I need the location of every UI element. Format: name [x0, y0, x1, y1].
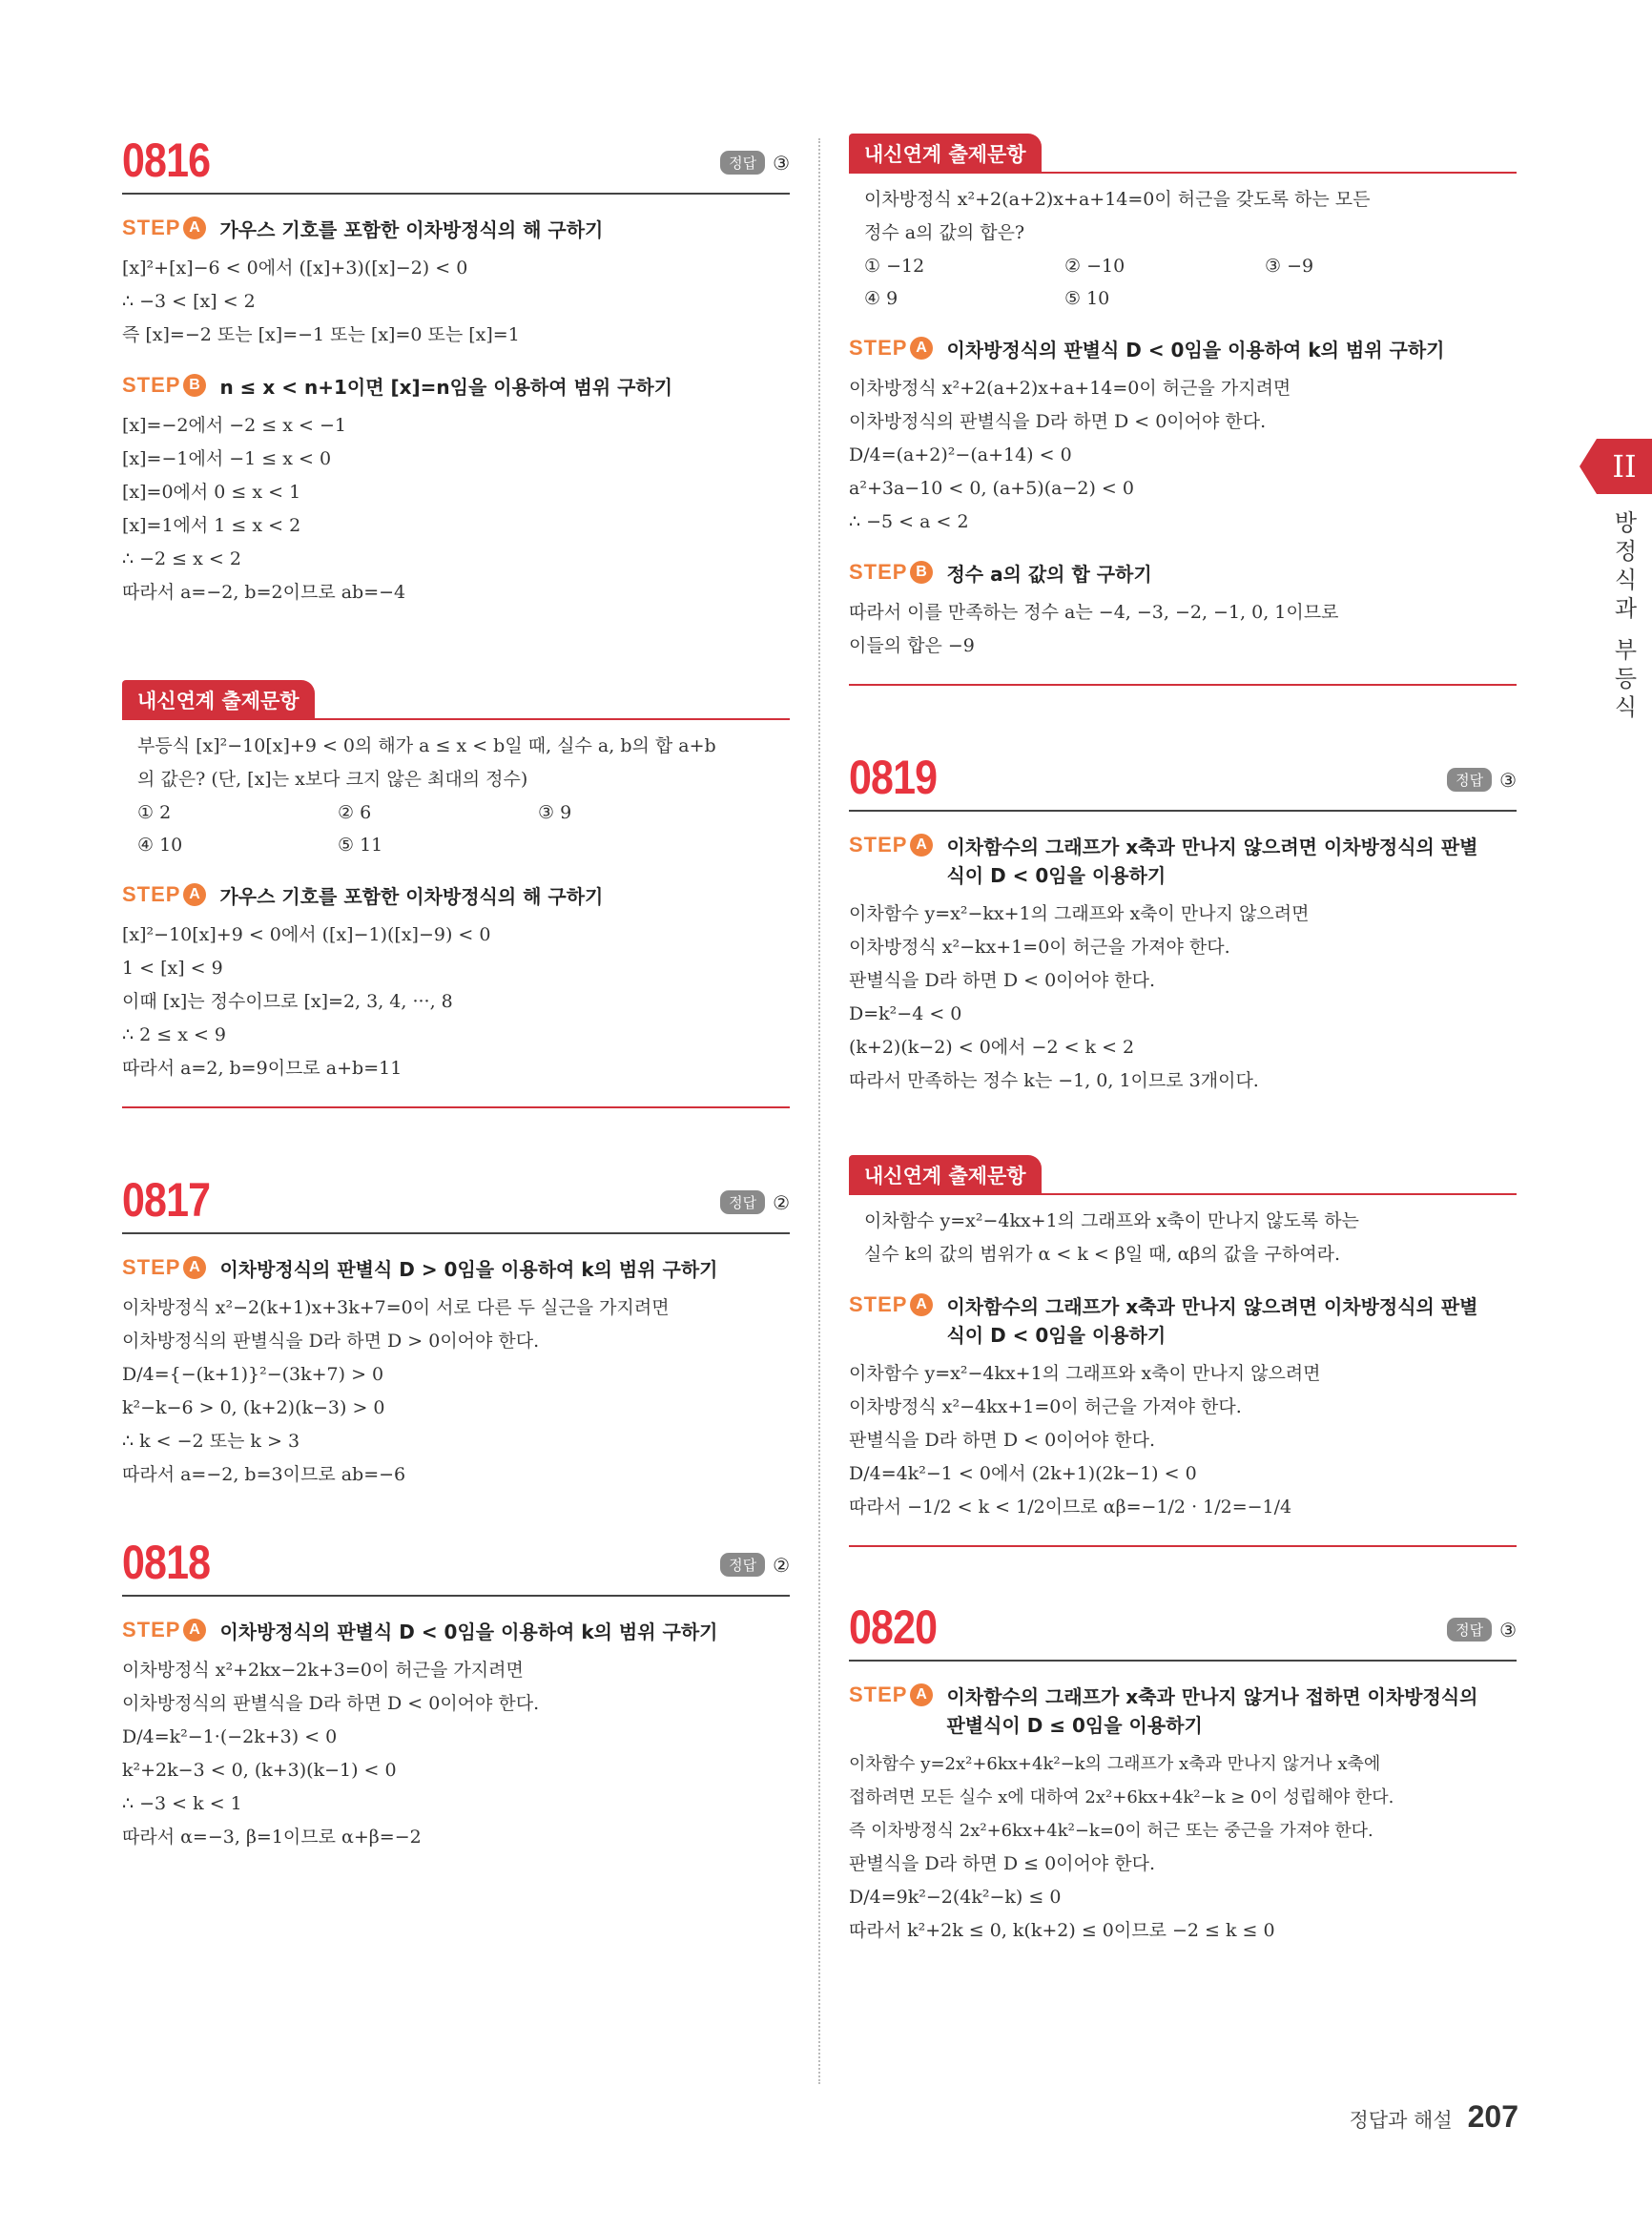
step-a: [849, 1292, 1517, 1350]
solution-line: 이차함수 y=x²−kx+1의 그래프와 x축이 만나지 않으려면: [849, 903, 1310, 924]
solution-line: ∴ −5 < a < 2: [849, 511, 969, 532]
answer-badge: 정답: [720, 151, 765, 175]
chapter-tab-notch: [1580, 439, 1597, 494]
naesin-badge: 내신연계 출제문항: [849, 134, 1042, 174]
choice: ② −10: [1064, 256, 1125, 277]
solution-line: D/4=k²−1·(−2k+3) < 0: [122, 1726, 338, 1747]
problem-number: 0820: [849, 1600, 938, 1654]
step-b: [849, 560, 1517, 588]
solution-line: [x]=1에서 1 ≤ x < 2: [122, 515, 301, 536]
step-title: 이차방정식의 판별식 D < 0임을 이용하여 k의 범위 구하기: [946, 339, 1445, 361]
solution-line: 판별식을 D라 하면 D < 0이어야 한다.: [849, 1430, 1156, 1451]
choice: ① 2: [137, 802, 172, 823]
question-line: 의 값은? (단, [x]는 x보다 크지 않은 최대의 정수): [137, 769, 528, 790]
problem-rule: [122, 1232, 790, 1234]
choice: ③ −9: [1265, 256, 1314, 277]
step-title: 이차함수의 그래프가 x축과 만나지 않거나 접하면 이차방정식의 판별식이 D ≤ 0임을 이용하기: [946, 1685, 1478, 1737]
step-title: 이차방정식의 판별식 D > 0임을 이용하여 k의 범위 구하기: [219, 1258, 718, 1281]
solution-line: 접하려면 모든 실수 x에 대하여 2x²+6kx+4k²−k ≥ 0이 성립해야 한다.: [849, 1787, 1394, 1807]
solution-line: ∴ k < −2 또는 k > 3: [122, 1431, 300, 1452]
answer-value: ③: [773, 151, 790, 175]
answer: [1447, 1618, 1517, 1642]
problem-0820: [849, 1600, 1517, 1948]
naesin-header: [122, 680, 790, 720]
step-tag: STEP A: [849, 833, 933, 857]
naesin-rule: [1042, 172, 1517, 174]
solution-line: 즉 이차방정식 2x²+6kx+4k²−k=0이 허근 또는 중근을 가져야 한다.: [849, 1821, 1373, 1841]
step-title: 이차함수의 그래프가 x축과 만나지 않으려면 이차방정식의 판별식이 D < 0임을 이용하기: [946, 1295, 1478, 1347]
answer-badge: 정답: [720, 1553, 765, 1577]
naesin-rule: [315, 718, 790, 720]
problem-number: 0816: [122, 134, 211, 187]
solution-line: 이차방정식 x²−4kx+1=0이 허근을 가져야 한다.: [849, 1396, 1242, 1417]
solution-line: 따라서 a=−2, b=3이므로 ab=−6: [122, 1464, 406, 1485]
solution-line: [x]²−10[x]+9 < 0에서 ([x]−1)([x]−9) < 0: [122, 924, 491, 945]
choice: ③ 9: [538, 802, 572, 823]
naesin-question: [849, 174, 1517, 315]
choices: [137, 796, 790, 861]
step-tag: STEP A: [122, 1255, 206, 1280]
naesin-end-rule: [122, 1106, 790, 1108]
step-a: [849, 336, 1517, 364]
right-column: [849, 134, 1517, 1948]
choices: [864, 250, 1517, 315]
naesin-badge: 내신연계 출제문항: [849, 1155, 1042, 1195]
solution-line: 1 < [x] < 9: [122, 958, 223, 979]
problem-0817: [122, 1173, 790, 1492]
naesin-problem: [849, 1155, 1517, 1547]
step-a: [122, 1618, 790, 1646]
solution-line: [x]=−2에서 −2 ≤ x < −1: [122, 415, 346, 436]
step-tag: STEP A: [122, 1618, 206, 1642]
solution-line: 이때 [x]는 정수이므로 [x]=2, 3, 4, ···, 8: [122, 991, 453, 1012]
solution-line: 이차방정식 x²+2(a+2)x+a+14=0이 허근을 가지려면: [849, 378, 1291, 399]
footer-label: 정답과 해설: [1349, 2109, 1453, 2132]
solution-line: ∴ −2 ≤ x < 2: [122, 548, 241, 569]
solution-line: 이차방정식 x²−2(k+1)x+3k+7=0이 서로 다른 두 실근을 가지려면: [122, 1297, 670, 1318]
step-a: [122, 1255, 790, 1284]
question-line: 이차방정식 x²+2(a+2)x+a+14=0이 허근을 갖도록 하는 모든: [864, 189, 1371, 210]
solution-line: ∴ −3 < k < 1: [122, 1793, 242, 1814]
naesin-header: [849, 134, 1517, 174]
solution-line: 판별식을 D라 하면 D < 0이어야 한다.: [849, 970, 1156, 991]
solution-line: 판별식을 D라 하면 D ≤ 0이어야 한다.: [849, 1853, 1156, 1874]
solution-line: ∴ −3 < [x] < 2: [122, 291, 256, 312]
solution-line: 따라서 −1/2 < k < 1/2이므로 αβ=−1/2 · 1/2=−1/4: [849, 1497, 1292, 1518]
question-line: 이차함수 y=x²−4kx+1의 그래프와 x축이 만나지 않도록 하는: [864, 1210, 1359, 1231]
page-number: 207: [1467, 2099, 1518, 2134]
naesin-end-rule: [849, 1545, 1517, 1547]
solution-line: 따라서 만족하는 정수 k는 −1, 0, 1이므로 3개이다.: [849, 1070, 1259, 1091]
naesin-question: [849, 1195, 1517, 1271]
solution-line: k²−k−6 > 0, (k+2)(k−3) > 0: [122, 1397, 385, 1418]
solution-line: D/4={−(k+1)}²−(3k+7) > 0: [122, 1364, 384, 1385]
choice: ① −12: [864, 256, 925, 277]
problem-number: 0818: [122, 1536, 211, 1589]
solution-line: D/4=4k²−1 < 0에서 (2k+1)(2k−1) < 0: [849, 1463, 1197, 1484]
solution-line: D/4=(a+2)²−(a+14) < 0: [849, 444, 1072, 465]
answer-badge: 정답: [720, 1190, 765, 1214]
solution-line: 따라서 이를 만족하는 정수 a는 −4, −3, −2, −1, 0, 1이므로: [849, 602, 1339, 623]
step-a: [122, 882, 790, 911]
choice: ⑤ 11: [338, 835, 383, 856]
step-tag: STEP B: [849, 560, 933, 585]
naesin-badge: 내신연계 출제문항: [122, 680, 315, 720]
choice: ② 6: [338, 802, 372, 823]
solution-line: 따라서 a=2, b=9이므로 a+b=11: [122, 1058, 403, 1079]
solution-line: a²+3a−10 < 0, (a+5)(a−2) < 0: [849, 478, 1134, 499]
naesin-end-rule: [849, 684, 1517, 686]
left-column: [122, 134, 790, 1854]
answer-badge: 정답: [1447, 768, 1492, 792]
solution-line: 이차함수 y=2x²+6kx+4k²−k의 그래프가 x축과 만나지 않거나 x축에: [849, 1754, 1381, 1774]
solution-line: k²+2k−3 < 0, (k+3)(k−1) < 0: [122, 1760, 397, 1781]
step-tag: STEP A: [849, 1683, 933, 1707]
step-tag: STEP A: [122, 882, 206, 907]
naesin-problem: [849, 134, 1517, 686]
step-title: 가우스 기호를 포함한 이차방정식의 해 구하기: [219, 885, 604, 908]
answer: [720, 1553, 790, 1577]
page-footer: [1350, 2099, 1519, 2135]
problem-rule: [849, 1660, 1517, 1662]
solution-line: ∴ 2 ≤ x < 9: [122, 1024, 227, 1045]
question-line: 부등식 [x]²−10[x]+9 < 0의 해가 a ≤ x < b일 때, 실수 a, b의 합 a+b: [137, 735, 716, 756]
problem-number: 0817: [122, 1173, 211, 1227]
step-tag: STEP A: [122, 216, 206, 240]
step-a: [849, 833, 1517, 890]
chapter-tab: II: [1597, 439, 1652, 494]
answer-value: ②: [773, 1190, 790, 1214]
step-title: n ≤ x < n+1이면 [x]=n임을 이용하여 범위 구하기: [219, 376, 673, 399]
solution-line: [x]=−1에서 −1 ≤ x < 0: [122, 448, 332, 469]
answer-value: ②: [773, 1553, 790, 1577]
solution-line: (k+2)(k−2) < 0에서 −2 < k < 2: [849, 1037, 1135, 1058]
answer-value: ③: [1499, 1618, 1517, 1642]
naesin-problem: [122, 680, 790, 1108]
solution-line: D/4=9k²−2(4k²−k) ≤ 0: [849, 1887, 1062, 1908]
solution-line: D=k²−4 < 0: [849, 1003, 962, 1024]
problem-0818: [122, 1536, 790, 1854]
answer: [1447, 768, 1517, 792]
solution-line: [x]=0에서 0 ≤ x < 1: [122, 482, 301, 503]
step-title: 정수 a의 값의 합 구하기: [946, 563, 1152, 586]
answer: [720, 151, 790, 175]
problem-rule: [849, 810, 1517, 812]
step-title: 가우스 기호를 포함한 이차방정식의 해 구하기: [219, 218, 604, 241]
solution-line: 이차방정식의 판별식을 D라 하면 D < 0이어야 한다.: [122, 1693, 540, 1714]
step-tag: STEP A: [849, 1292, 933, 1317]
problem-0816: [122, 134, 790, 609]
step-title: 이차방정식의 판별식 D < 0임을 이용하여 k의 범위 구하기: [219, 1621, 718, 1643]
answer-value: ③: [1499, 768, 1517, 792]
step-title: 이차함수의 그래프가 x축과 만나지 않으려면 이차방정식의 판별식이 D < 0임을 이용하기: [946, 836, 1478, 887]
question-line: 정수 a의 값의 합은?: [864, 222, 1025, 243]
solution-line: 따라서 α=−3, β=1이므로 α+β=−2: [122, 1827, 422, 1848]
solution-line: 따라서 a=−2, b=2이므로 ab=−4: [122, 582, 406, 603]
solution-line: 이차방정식의 판별식을 D라 하면 D > 0이어야 한다.: [122, 1331, 540, 1352]
step-a: [122, 216, 790, 244]
column-divider: [818, 138, 820, 2084]
choice: ④ 10: [137, 835, 183, 856]
solution-line: 이차방정식 x²+2kx−2k+3=0이 허근을 가지려면: [122, 1660, 524, 1681]
solution-line: 이들의 합은 −9: [849, 635, 975, 656]
solution-line: 이차방정식 x²−kx+1=0이 허근을 가져야 한다.: [849, 937, 1230, 958]
naesin-question: [122, 720, 790, 861]
choice: ④ 9: [864, 288, 898, 309]
answer-badge: 정답: [1447, 1618, 1492, 1642]
problem-rule: [122, 193, 790, 195]
naesin-header: [849, 1155, 1517, 1195]
problem-0819: [849, 751, 1517, 1098]
solution-line: [x]²+[x]−6 < 0에서 ([x]+3)([x]−2) < 0: [122, 258, 468, 279]
solution-line: 이차함수 y=x²−4kx+1의 그래프와 x축이 만나지 않으려면: [849, 1363, 1321, 1384]
step-tag: STEP B: [122, 373, 206, 398]
solution-line: 즉 [x]=−2 또는 [x]=−1 또는 [x]=0 또는 [x]=1: [122, 324, 520, 345]
choice: ⑤ 10: [1064, 288, 1110, 309]
chapter-label: 방정식과 부등식: [1610, 510, 1637, 724]
solution-line: 이차방정식의 판별식을 D라 하면 D < 0이어야 한다.: [849, 411, 1267, 432]
answer: [720, 1190, 790, 1214]
step-tag: STEP A: [849, 336, 933, 361]
problem-rule: [122, 1595, 790, 1597]
naesin-rule: [1042, 1193, 1517, 1195]
question-line: 실수 k의 값의 범위가 α < k < β일 때, αβ의 값을 구하여라.: [864, 1244, 1341, 1265]
step-b: [122, 373, 790, 402]
solution-line: 따라서 k²+2k ≤ 0, k(k+2) ≤ 0이므로 −2 ≤ k ≤ 0: [849, 1920, 1275, 1941]
problem-number: 0819: [849, 751, 938, 804]
step-a: [849, 1683, 1517, 1740]
